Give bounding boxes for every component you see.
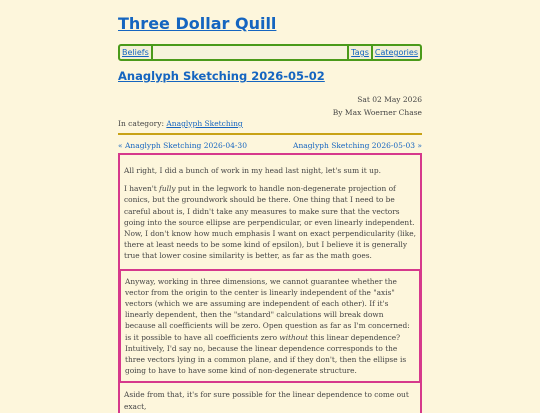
category-link[interactable]: Anaglyph Sketching [166,119,243,128]
post-category [118,119,243,128]
paragraph-4: Aside from that, it's for sure possible for the linear dependence to come out exact, [124,390,409,411]
divider-rule [118,133,422,135]
paragraph-1: All right, I did a bunch of work in my head last night, let's sum it up. [124,166,381,175]
post-author: By Max Woerner Chase [332,108,422,117]
emphasis: without [279,332,308,342]
post-content [118,153,422,413]
next-post-link[interactable]: Anaglyph Sketching 2026-05-03 » [293,141,422,150]
nav-spacer [151,46,349,59]
nav-bar [118,44,422,61]
category-label: In category: [118,119,164,128]
emphasis: fully [159,184,176,194]
prev-post-link[interactable]: « Anaglyph Sketching 2026-04-30 [118,141,247,150]
nav-tags-link[interactable]: Tags [351,48,369,57]
site-title-link[interactable]: Three Dollar Quill [118,14,277,33]
paragraph-2: I haven't fully put in the legwork to handle non-degenerate projection of conics, but the groundwork should be there. One thing that I need to be careful about is, I didn't take any measures to make sure that the vectors going into the source ellipse are perpendicular, or even linearly independent. Now, I don't know how much emphasis I want on exact perpendicularity (like, there at least needs to be some kind of epsilon), but I believe it is generally true that lower cosine similarity is better, as far as the math goes. [124,184,416,261]
paragraph-3: Anyway, working in three dimensions, we cannot guarantee whether the vector from the origin to the center is linearly independent of the "axis" vectors (which we are assuming are independent of each other). If it's linearly dependent, then the "standard" calculations will break down because all coefficients will be zero. Open question as far as I'm concerned: is it possible to have all coefficients zero without this linear dependence? Intuitively, I'd say no, because the linear dependence corresponds to the three vectors lying in a common plane, and if they don't, then the ellipse is going to have to have some kind of non-degenerate structure. [119,269,421,384]
nav-categories-link[interactable]: Categories [374,48,418,57]
post-title-link[interactable]: Anaglyph Sketching 2026-05-02 [118,69,325,83]
post-date: Sat 02 May 2026 [357,95,422,104]
nav-beliefs-link[interactable]: Beliefs [122,48,149,57]
